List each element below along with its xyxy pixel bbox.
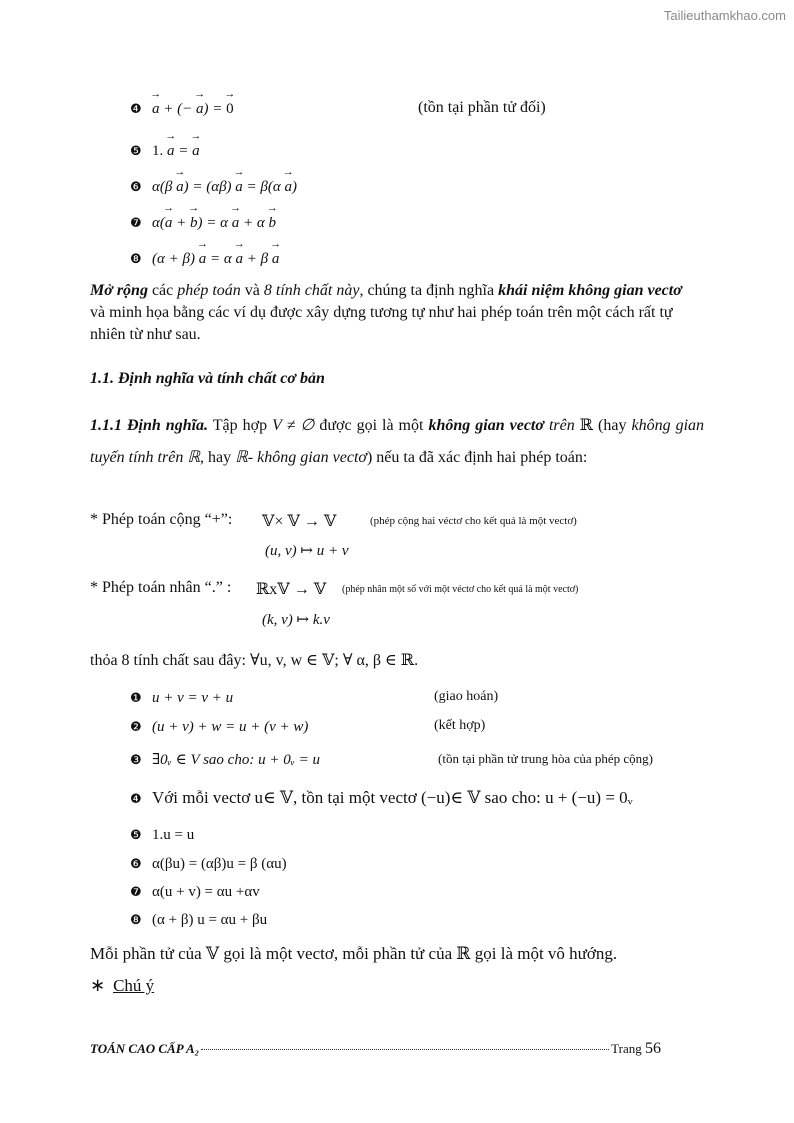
watermark: Tailieuthamkhao.com	[663, 8, 786, 23]
marker: ❻	[130, 180, 142, 195]
expr-part: ) = α	[197, 215, 228, 231]
definition-text: được gọi là một	[314, 417, 429, 434]
marker: ❺	[130, 828, 142, 843]
definition-italic: trên	[543, 417, 580, 434]
expr-part: ) = (αβ)	[183, 179, 232, 195]
vector-a: → a	[199, 246, 207, 267]
marker: ❶	[130, 691, 142, 706]
expr-part: ) =	[203, 101, 223, 117]
axiom-7	[130, 883, 260, 901]
satisfy-line: thỏa 8 tính chất sau đây: ∀u, v, w ∈ 𝕍; ∀ α, β ∈ ℝ.	[90, 652, 419, 669]
expr-part: = β(α	[246, 179, 281, 195]
definition-text: Tập hợp	[208, 417, 273, 434]
marker: ❼	[130, 885, 142, 900]
axiom-note: (kết hợp)	[434, 718, 486, 733]
vector-a: → a	[232, 210, 240, 231]
footer-page-number: 56	[645, 1040, 661, 1057]
axiom-2	[130, 718, 308, 736]
expr-part: +	[176, 215, 187, 231]
asterisk-icon: ∗	[90, 975, 106, 996]
footer-page-label: Trang	[611, 1041, 642, 1056]
mul-op-rule: (k, v) ↦ k.v	[262, 612, 330, 628]
vector-a: → a	[196, 96, 204, 117]
axiom-1	[130, 689, 233, 707]
axiom-8	[130, 911, 267, 929]
marker: ❹	[130, 792, 142, 807]
definition-paragraph	[90, 410, 704, 474]
expr-part: 1.	[152, 143, 164, 159]
marker: ❹	[130, 102, 142, 117]
axiom-6	[130, 855, 287, 873]
axiom-note: (giao hoán)	[434, 689, 499, 704]
vector-a: → a	[235, 246, 243, 267]
add-op-note: (phép cộng hai véctơ cho kết quả là một vectơ)	[370, 515, 577, 527]
marker: ❽	[130, 913, 142, 928]
expr-part: + β	[246, 251, 269, 267]
add-op-rule: (u, v) ↦ u + v	[265, 543, 349, 559]
axiom-top-6	[130, 174, 297, 196]
intro-text: và minh họa bằng các ví dụ được xây dựng tương tự như hai phép toán trên một cách rất tự nhiên từ như sau.	[90, 304, 673, 343]
add-op-map: 𝕍× 𝕍 → 𝕍	[262, 513, 337, 530]
axiom-note: (tồn tại phần tử trung hòa của phép cộng)	[438, 751, 653, 766]
expr-part: α(β	[152, 179, 173, 195]
expr-part: = α	[209, 251, 232, 267]
definition-italic: không gian tuyến tính trên ℝ	[90, 417, 705, 466]
definition-italic: ℝ- không gian vectơ	[235, 449, 367, 466]
intro-text: các	[147, 282, 178, 299]
footer	[90, 1040, 661, 1058]
axiom-expr: (u + v) + w = u + (v + w)	[152, 719, 309, 735]
add-op-label: * Phép toán cộng “+”:	[90, 511, 233, 528]
definition-text: , hay	[199, 449, 236, 466]
section-title: 1.1. Định nghĩa và tính chất cơ bản	[90, 370, 325, 387]
axiom-note: (tồn tại phần tử đối)	[418, 99, 546, 116]
axiom-top-5	[130, 138, 200, 160]
field-symbol: ℝ	[579, 417, 594, 434]
axiom-expr: Với mỗi vectơ u∈ 𝕍, tồn tại một vectơ (−u)∈ 𝕍 sao cho: u + (−u) = 0ᵥ	[152, 788, 633, 807]
vector-a: → a	[272, 246, 280, 267]
vector-a: → a	[285, 174, 293, 195]
definition-text: (hay	[593, 417, 632, 434]
expr-part: (α + β)	[152, 251, 195, 267]
marker: ❸	[130, 753, 142, 768]
intro-italic: 8 tính chất này	[263, 282, 360, 299]
axiom-expr: 1.u = u	[152, 827, 195, 843]
footer-dotted-leader	[201, 1049, 609, 1050]
definition-label: 1.1.1 Định nghĩa.	[90, 417, 209, 434]
expr-part: + α	[243, 215, 265, 231]
note-heading	[90, 975, 154, 996]
definition-text: ) nếu ta đã xác định hai phép toán:	[366, 449, 588, 466]
vector-a: → a	[167, 138, 175, 159]
intro-emphasis: khái niệm không gian vectơ	[498, 282, 682, 299]
axiom-4	[130, 788, 633, 808]
note-heading-text: Chú ý	[113, 976, 155, 995]
vector-a: → a	[176, 174, 184, 195]
closing-sentence: Mỗi phần tử của 𝕍 gọi là một vectơ, mỗi phần tử của ℝ gọi là một vô hướng.	[90, 944, 618, 963]
intro-emphasis: Mở rộng	[90, 282, 148, 299]
marker: ❽	[130, 252, 142, 267]
axiom-expr: (α + β) u = αu + βu	[152, 912, 268, 928]
vector-b: → b	[190, 210, 198, 231]
expr-part: α(	[152, 215, 165, 231]
expr-part: )	[292, 179, 298, 195]
vector-a: → a	[192, 138, 200, 159]
vector-a: → a	[235, 174, 243, 195]
axiom-3	[130, 750, 320, 769]
mul-op-note: (phép nhân một số với một véctơ cho kết quả là một vectơ)	[342, 584, 579, 595]
intro-text: , chúng ta định nghĩa	[359, 282, 499, 299]
axiom-5	[130, 826, 194, 844]
marker: ❷	[130, 720, 142, 735]
intro-paragraph	[90, 280, 690, 346]
definition-set: V ≠ ∅	[272, 417, 315, 434]
vector-zero: → 0	[226, 96, 234, 117]
expr-part: + (−	[163, 101, 193, 117]
axiom-top-7	[130, 210, 276, 232]
definition-emphasis: không gian vectơ	[428, 417, 544, 434]
axiom-expr: α(βu) = (αβ)u = β (αu)	[152, 856, 287, 872]
axiom-expr: ∃0ᵥ ∈ V sao cho: u + 0ᵥ = u	[152, 752, 321, 768]
mul-op-label: * Phép toán nhân “.” :	[90, 579, 232, 596]
axiom-expr: α(u + v) = αu +αv	[152, 884, 260, 900]
expr-part: =	[178, 143, 189, 159]
mul-op-map: ℝx𝕍 → 𝕍	[256, 581, 327, 598]
vector-b: → b	[269, 210, 277, 231]
axiom-top-4	[130, 96, 234, 118]
axiom-top-8	[130, 246, 279, 268]
marker: ❼	[130, 216, 142, 231]
marker: ❻	[130, 857, 142, 872]
footer-title: TOÁN CAO CẤP A₂	[90, 1041, 200, 1056]
axiom-expr: u + v = v + u	[152, 690, 234, 706]
intro-italic: phép toán	[177, 282, 241, 299]
vector-a: → a	[165, 210, 173, 231]
vector-a: → a	[152, 96, 160, 117]
marker: ❺	[130, 144, 142, 159]
intro-text: và	[240, 282, 264, 299]
